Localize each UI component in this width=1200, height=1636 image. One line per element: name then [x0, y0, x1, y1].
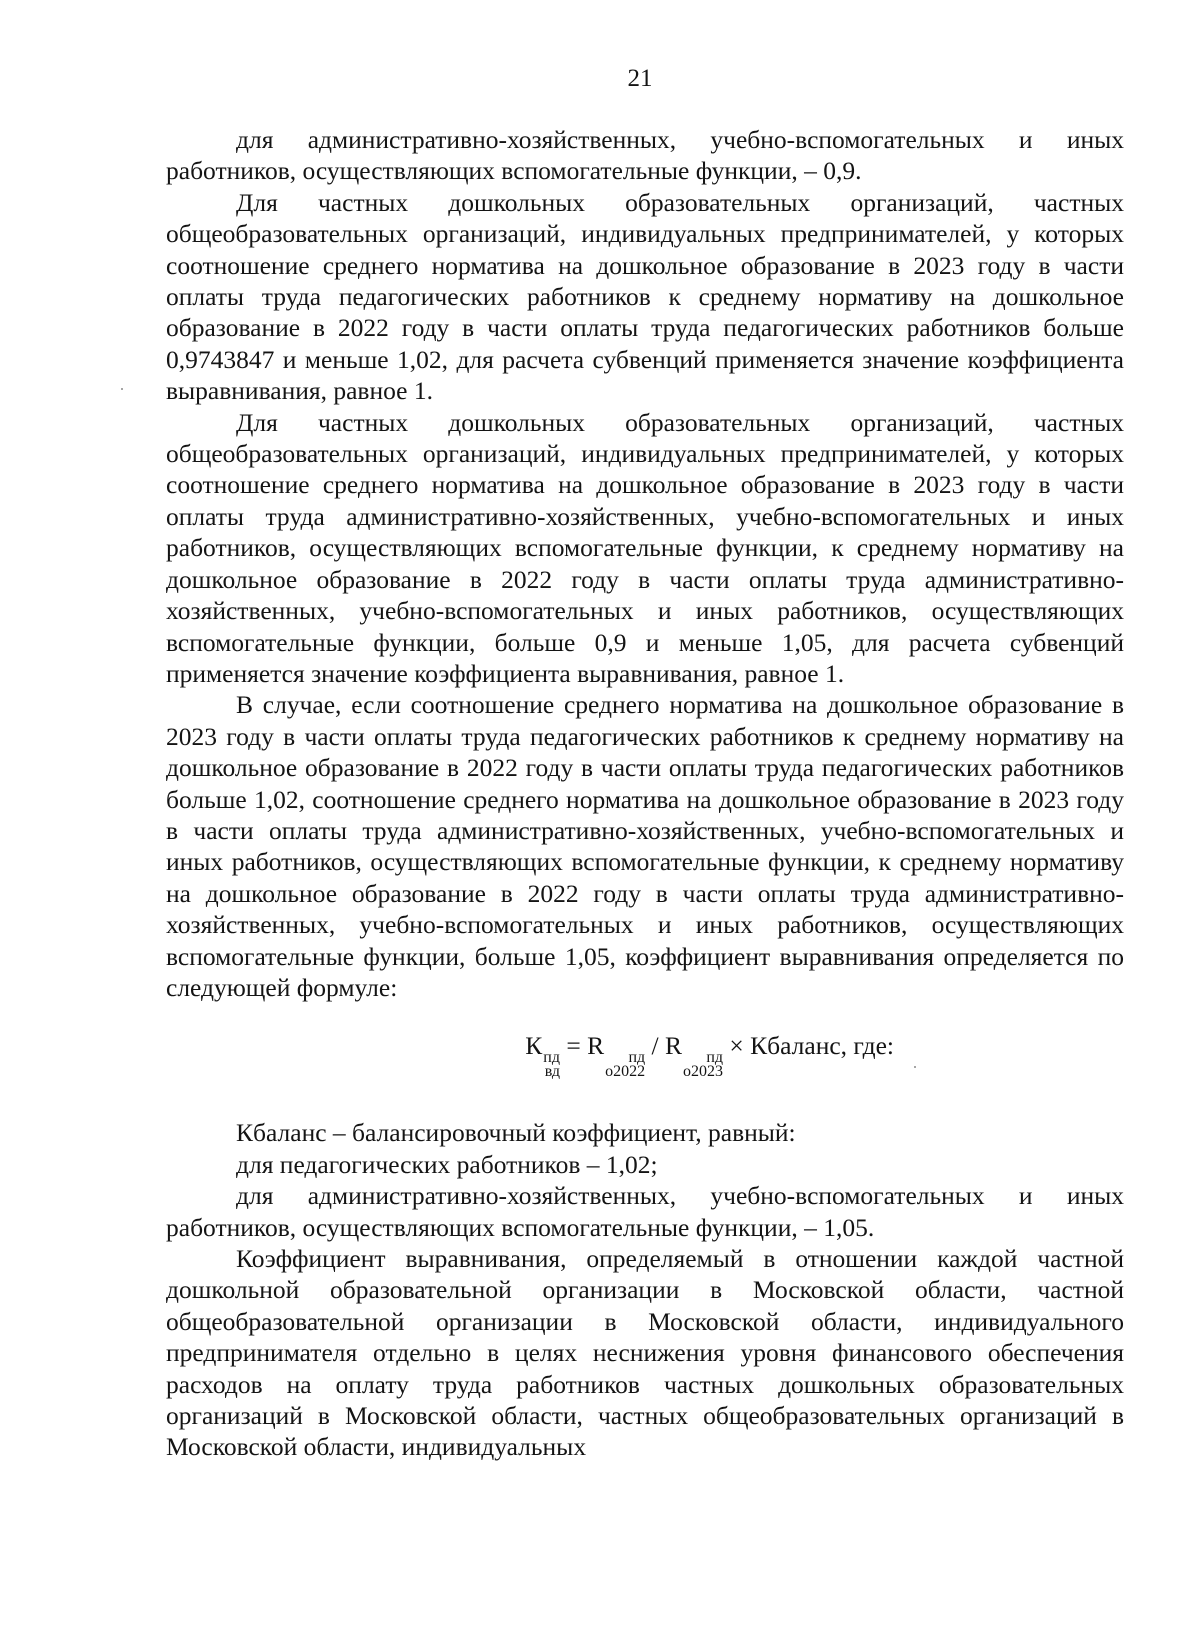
formula-equals: = [560, 1031, 588, 1061]
formula-r1-sub: о2022 [605, 1063, 646, 1081]
page-number: 21 [627, 65, 653, 92]
scan-speck [121, 388, 123, 390]
formula-k: К [525, 1031, 543, 1061]
formula-k-indices [543, 1051, 560, 1079]
paragraph-4: В случае, если соотношение среднего норматива на дошкольное образование в 2023 году в части оплаты труда педагогических работников к среднему нормативу на дошкольное образование в 2022 году в части оплаты труда педагогических работников больше 1,02, соотношение среднего норматива на дошкольное образование в 2023 году в части оплаты труда административно-хозяйственных, учебно-вспомогательных и иных работников, осуществляющих вспомогательные функции, к среднему нормативу на дошкольное образование в 2022 году в части оплаты труда административно-хозяйственных, учебно-вспомогательных и иных работников, осуществляющих вспомогательные функции, больше 1,05, коэффициент выравнивания определяется по следующей формуле: [166, 690, 1124, 1002]
scan-speck [914, 1066, 916, 1068]
kbalance-pedagogical: для педагогических работников – 1,02; [236, 1149, 658, 1179]
formula-r1: R [587, 1031, 605, 1061]
formula-r2-sup: пд [706, 1049, 724, 1067]
formula-divide: / [645, 1031, 665, 1061]
formula-k-sub: вд [544, 1063, 560, 1081]
formula-r1-sup: пд [628, 1049, 646, 1067]
formula-r2: R [665, 1031, 683, 1061]
paragraph-2: Для частных дошкольных образовательных организаций, частных общеобразовательных организаций, индивидуальных предпринимателей, у которых соотношение среднего норматива на дошкольное образование в 2023 году в части оплаты труда педагогических работников к среднему нормативу на дошкольное образование в 2022 году в части оплаты труда педагогических работников больше 0,9743847 и меньше 1,02, для расчета субвенций применяется значение коэффициента выравнивания, равное 1. [166, 187, 1124, 406]
paragraph-5: Коэффициент выравнивания, определяемый в отношении каждой частной дошкольной образовательной организации в Московской области, частной общеобразовательной организации в Московской области, индивидуального предпринимателя отдельно в целях неснижения уровня финансового обеспечения расходов на оплату труда работников частных дошкольных образовательных организаций в Московской области, частных общеобразовательных организаций в Московской области, индивидуальных [166, 1244, 1124, 1462]
formula-k-sup: пд [543, 1049, 560, 1067]
paragraph-3: Для частных дошкольных образовательных организаций, частных общеобразовательных организаций, индивидуальных предпринимателей, у которых соотношение среднего норматива на дошкольное образование в 2023 году в части оплаты труда административно-хозяйственных, учебно-вспомогательных и иных работников, осуществляющих вспомогательные функции, к среднему нормативу на дошкольное образование в 2022 году в части оплаты труда административно-хозяйственных, учебно-вспомогательных и иных работников, осуществляющих вспомогательные функции, больше 0,9 и меньше 1,05, для расчета субвенций применяется значение коэффициента выравнивания, равное 1. [166, 407, 1124, 688]
paragraph-1: для административно-хозяйственных, учебно-вспомогательных и иных работников, осуществляющих вспомогательные функции, – 0,9. [166, 125, 1124, 186]
formula-r2-sub: о2023 [683, 1063, 724, 1081]
document-body [166, 124, 1124, 1463]
formula-tail: × Кбаланс, где: [723, 1031, 894, 1061]
kbalance-definition: Кбаланс – балансировочный коэффициент, равный: [236, 1118, 796, 1148]
formula-r2-indices [683, 1051, 723, 1079]
formula-r1-indices [605, 1051, 645, 1079]
equalization-formula [166, 1029, 1124, 1079]
kbalance-administrative: для административно-хозяйственных, учебно-вспомогательных и иных работников, осуществляющих вспомогательные функции, – 1,05. [166, 1181, 1124, 1242]
